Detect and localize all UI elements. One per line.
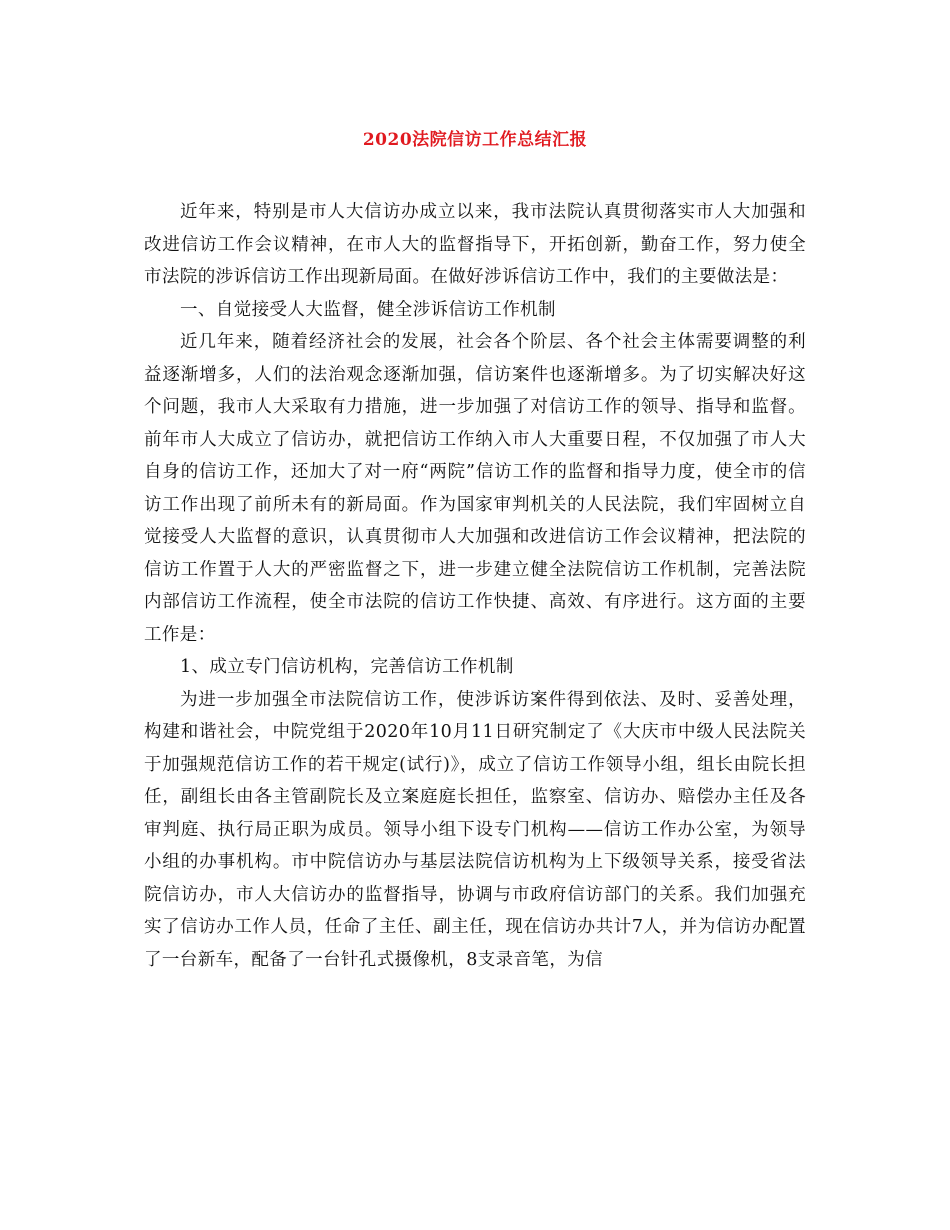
subsection-heading-1: 1、成立专门信访机构，完善信访工作机制 xyxy=(180,657,514,677)
paragraph-subsection-1: 为进一步加强全市法院信访工作，使涉诉访案件得到依法、及时、妥善处理，构建和谐社会，中院党组于2020年10月11日研究制定了《大庆市中级人民法院关于加强规范信访工作的若干规定(试行)》，成立了信访工作领导小组，组长由院长担任，副组长由各主管副院长及立案庭庭长担任，监察室、信访办、赔偿办主任及各审判庭、执行局正职为成员。领导小组下设专门机构——信访工作办公室，为领导小组的办事机构。市中院信访办与基层法院信访机构为上下级领导关系，接受省法院信访办，市人大信访办的监督指导，协调与市政府信访部门的关系。我们加强充实了信访办工作人员，任命了主任、副主任，现在信访办共计7人，并为信访办配置了一台新车，配备了一台针孔式摄像机，8支录音笔，为信 xyxy=(144,689,806,970)
paragraph-section-1: 近几年来，随着经济社会的发展，社会各个阶层、各个社会主体需要调整的利益逐渐增多，人们的法治观念逐渐加强，信访案件也逐渐增多。为了切实解决好这个问题，我市人大采取有力措施，进一步加强了对信访工作的领导、指导和监督。前年市人大成立了信访办，就把信访工作纳入市人大重要日程，不仅加强了市人大自身的信访工作，还加大了对一府“两院”信访工作的监督和指导力度，使全市的信访工作出现了前所未有的新局面。作为国家审判机关的人民法院，我们牢固树立自觉接受人大监督的意识，认真贯彻市人大加强和改进信访工作会议精神，把法院的信访工作置于人大的严密监督之下，进一步建立健全法院信访工作机制，完善法院内部信访工作流程，使全市法院的信访工作快捷、高效、有序进行。这方面的主要工作是： xyxy=(144,332,806,645)
document-body xyxy=(144,196,806,976)
document-title: 2020法院信访工作总结汇报 xyxy=(362,130,588,150)
paragraph-intro: 近年来，特别是市人大信访办成立以来，我市法院认真贯彻落实市人大加强和改进信访工作会议精神，在市人大的监督指导下，开拓创新，勤奋工作，努力使全市法院的涉诉信访工作出现新局面。在做好涉诉信访工作中，我们的主要做法是： xyxy=(144,202,806,287)
section-heading-1: 一、自觉接受人大监督，健全涉诉信访工作机制 xyxy=(180,299,556,320)
